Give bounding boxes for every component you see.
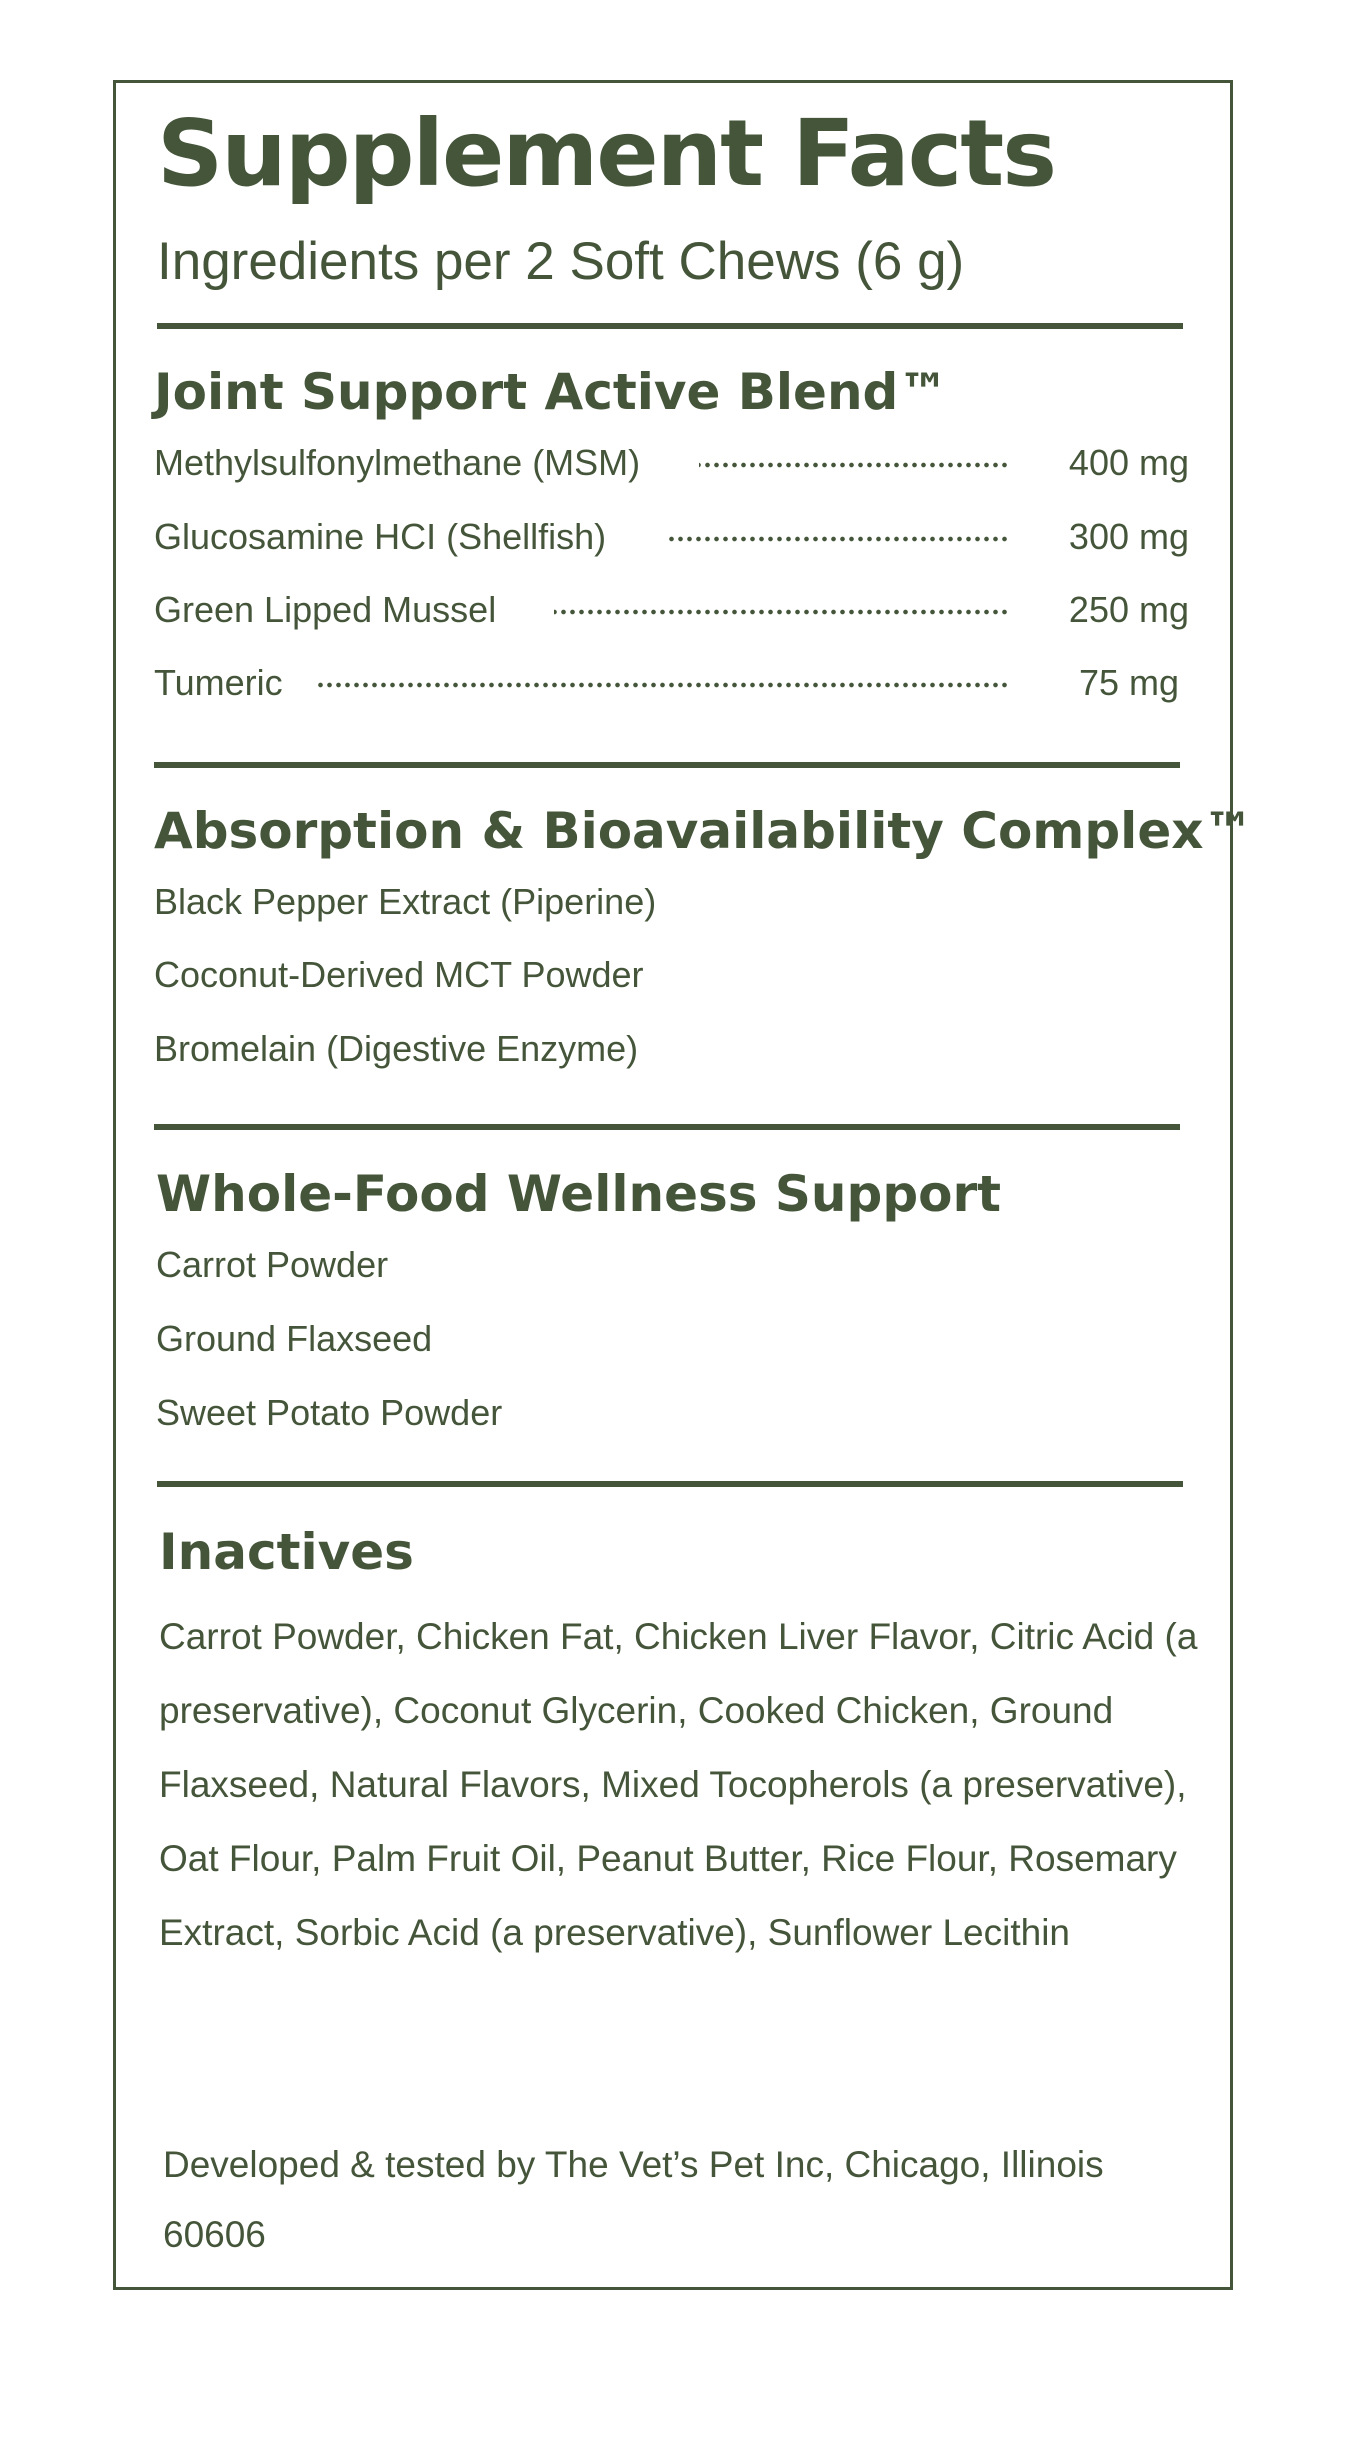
section-divider: [154, 762, 1180, 768]
inactives-list: Carrot Powder, Chicken Fat, Chicken Liver Flavor, Citric Acid (a preservative), Coconut Glycerin, Cooked Chicken, Ground Flaxseed, Natural Flavors, Mixed Tocopherols (a preservative), Oat Flour, Palm Fruit Oil, Peanut Butter, Rice Flour, Rosemary Extract, Sorbic Acid (a preservative), Sunflower Lecithin: [159, 1616, 1198, 1953]
section-divider: [154, 1124, 1180, 1130]
section-divider: [157, 1481, 1183, 1487]
ingredient-row-glucosamine: [154, 517, 1189, 557]
ingredient-row-green-lipped-mussel: [154, 590, 1189, 630]
list-item: Ground Flaxseed: [156, 1318, 433, 1359]
dot-leader: [699, 457, 1009, 473]
inactives-title: Inactives: [159, 1523, 414, 1581]
list-item: Sweet Potato Powder: [156, 1392, 503, 1433]
ingredient-row-tumeric: [154, 663, 1189, 703]
joint-blend-title: Joint Support Active Blend™: [154, 363, 949, 421]
section-divider: [157, 323, 1183, 329]
dot-leader: [554, 604, 1009, 620]
ingredient-name: Methylsulfonylmethane (MSM): [154, 442, 641, 483]
list-item: Black Pepper Extract (Piperine): [154, 881, 657, 922]
list-item: Coconut-Derived MCT Powder: [154, 954, 644, 995]
manufacturer-note: Developed & tested by The Vet’s Pet Inc, Chicago, Illinois 60606: [163, 2144, 1104, 2255]
dot-leader: [316, 677, 1009, 693]
serving-size: Ingredients per 2 Soft Chews (6 g): [157, 232, 965, 291]
list-item: Bromelain (Digestive Enzyme): [154, 1028, 639, 1069]
page-title: Supplement Facts: [157, 100, 1055, 207]
absorption-complex-title: Absorption & Bioavailability Complex™: [154, 802, 1254, 860]
ingredient-amount: 250 mg: [1068, 589, 1189, 630]
ingredient-amount: 400 mg: [1068, 442, 1189, 483]
ingredient-amount: 75 mg: [1078, 662, 1179, 703]
wellness-support-title: Whole-Food Wellness Support: [156, 1165, 1002, 1223]
ingredient-name: Glucosamine HCI (Shellfish): [154, 516, 607, 557]
ingredient-name: Tumeric: [154, 662, 283, 703]
ingredient-row-msm: [154, 443, 1189, 483]
list-item: Carrot Powder: [156, 1244, 389, 1285]
dot-leader: [666, 531, 1009, 547]
ingredient-name: Green Lipped Mussel: [154, 589, 497, 630]
ingredient-amount: 300 mg: [1068, 516, 1189, 557]
